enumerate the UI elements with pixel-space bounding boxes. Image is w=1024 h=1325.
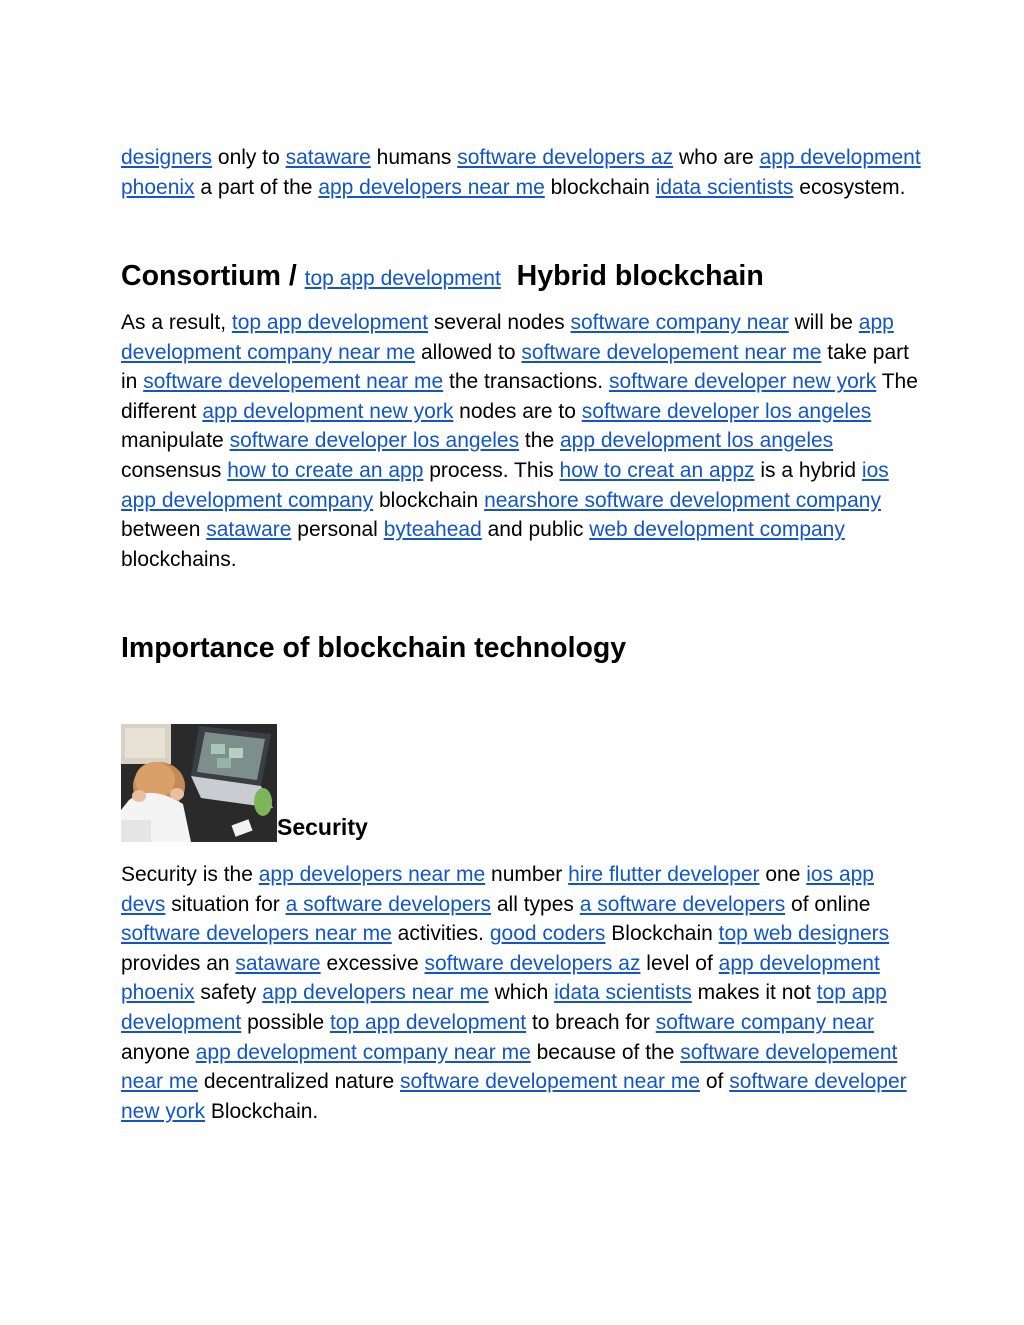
body-text: a part of the [194,175,319,199]
body-text: activities. [391,922,490,946]
inline-link[interactable]: software developement near me [400,1070,701,1094]
body-text: makes it not [691,981,817,1005]
body-text: blockchains. [121,547,237,571]
heading-prefix: Consortium / [121,260,305,292]
inline-link[interactable]: a software developers [579,892,786,916]
inline-link[interactable]: good coders [489,922,606,946]
body-text: decentralized nature [198,1070,401,1094]
heading-suffix: Hybrid blockchain [516,260,764,292]
inline-link[interactable]: top app development [121,981,887,1034]
body-text: of [700,1070,730,1094]
inline-link[interactable]: app developers near me [262,981,489,1005]
inline-link[interactable]: top app development [329,1010,527,1034]
body-text: several nodes [428,311,571,334]
inline-link[interactable]: idata scientists [554,981,692,1005]
body-text: humans [370,146,458,169]
body-text: who are [673,146,760,169]
inline-link[interactable]: app developers near me [318,175,545,199]
security-heading: Security [277,814,368,840]
inline-link[interactable]: ios app development company [121,458,889,512]
body-text: The different [121,370,918,423]
inline-link[interactable]: app development phoenix [121,146,921,199]
inline-link[interactable]: app development phoenix [121,951,880,1005]
intro-paragraph [121,143,921,202]
inline-link[interactable]: hire flutter developer [568,863,760,886]
security-figure-row [121,722,368,842]
inline-link[interactable]: top app development [231,311,429,334]
body-text: ecosystem. [793,175,906,199]
inline-link[interactable]: top web designers [718,922,890,946]
body-text: and public [481,518,590,542]
body-text: to breach for [526,1010,656,1034]
inline-link[interactable]: software company near [570,311,789,334]
body-text: Blockchain [605,922,719,946]
body-text: of online [785,892,871,916]
body-text: Blockchain. [205,1099,319,1123]
person-with-laptop-image [121,724,277,842]
inline-link[interactable]: app developers near me [258,863,486,886]
body-text: situation for [165,892,286,916]
inline-link[interactable]: software developer los angeles [581,399,872,423]
body-text: number [485,863,569,886]
body-text: one [759,863,807,886]
inline-link[interactable]: byteahead [383,518,482,542]
inline-link[interactable]: software developer new york [121,1070,907,1123]
inline-link[interactable]: how to creat an appz [559,458,755,482]
body-text: Security is the [121,863,259,886]
inline-link[interactable]: how to create an app [227,458,424,482]
hybrid-paragraph [121,308,921,574]
body-text: take part in [121,340,909,394]
inline-link[interactable]: nearshore software development company [484,488,881,512]
body-text: is a hybrid [754,458,862,482]
inline-link[interactable]: software company near [655,1010,874,1034]
body-text: excessive [320,951,425,975]
body-text: possible [241,1010,330,1034]
body-text: between [121,518,207,542]
body-text: anyone [121,1040,196,1064]
section-heading-importance: Importance of blockchain technology [121,632,627,664]
body-text: consensus [121,458,228,482]
inline-link[interactable]: designers [121,146,213,169]
body-text: which [488,981,555,1005]
body-text: only to [212,146,286,169]
heading-inline-link[interactable]: top app development [304,267,501,290]
body-text: blockchain [373,488,485,512]
inline-link[interactable]: app development new york [202,399,454,423]
hybrid-blockchain-block [121,308,921,574]
security-paragraph [121,860,921,1126]
inline-link[interactable]: sataware [235,951,321,975]
body-text: nodes are to [453,399,582,423]
inline-link[interactable]: software developers az [457,146,674,169]
inline-link[interactable]: software developer new york [608,370,877,394]
body-text: all types [491,892,580,916]
inline-link[interactable]: software developers near me [121,922,392,946]
body-text: the [519,429,560,453]
body-text: manipulate [121,429,230,453]
inline-link[interactable]: web development company [589,518,845,542]
intro-block [121,143,921,202]
section-heading-consortium [121,258,921,297]
inline-link[interactable]: software developement near me [121,1040,898,1094]
body-text: blockchain [544,175,656,199]
inline-link[interactable]: app development los angeles [559,429,834,453]
body-text: level of [640,951,719,975]
body-text: provides an [121,951,236,975]
inline-link[interactable]: app development company near me [195,1040,531,1064]
inline-link[interactable]: sataware [285,146,371,169]
inline-link[interactable]: app development company near me [121,311,894,364]
inline-link[interactable]: sataware [206,518,292,542]
body-text: because of the [530,1040,681,1064]
body-text: process. This [423,458,560,482]
body-text: the transactions. [443,370,609,394]
inline-link[interactable]: software developer los angeles [229,429,520,453]
inline-link[interactable]: ios app devs [121,863,874,916]
security-block [121,860,921,1126]
body-text: safety [194,981,263,1005]
heading-block-1 [121,258,921,297]
heading-block-2 [121,630,921,666]
inline-link[interactable]: software developement near me [521,340,822,364]
inline-link[interactable]: software developers az [424,951,641,975]
inline-link[interactable]: a software developers [285,892,492,916]
inline-link[interactable]: software developement near me [143,370,444,394]
inline-link[interactable]: idata scientists [655,175,794,199]
body-text: will be [788,311,859,334]
body-text: As a result, [121,311,232,334]
body-text: allowed to [415,340,522,364]
body-text: personal [291,518,384,542]
